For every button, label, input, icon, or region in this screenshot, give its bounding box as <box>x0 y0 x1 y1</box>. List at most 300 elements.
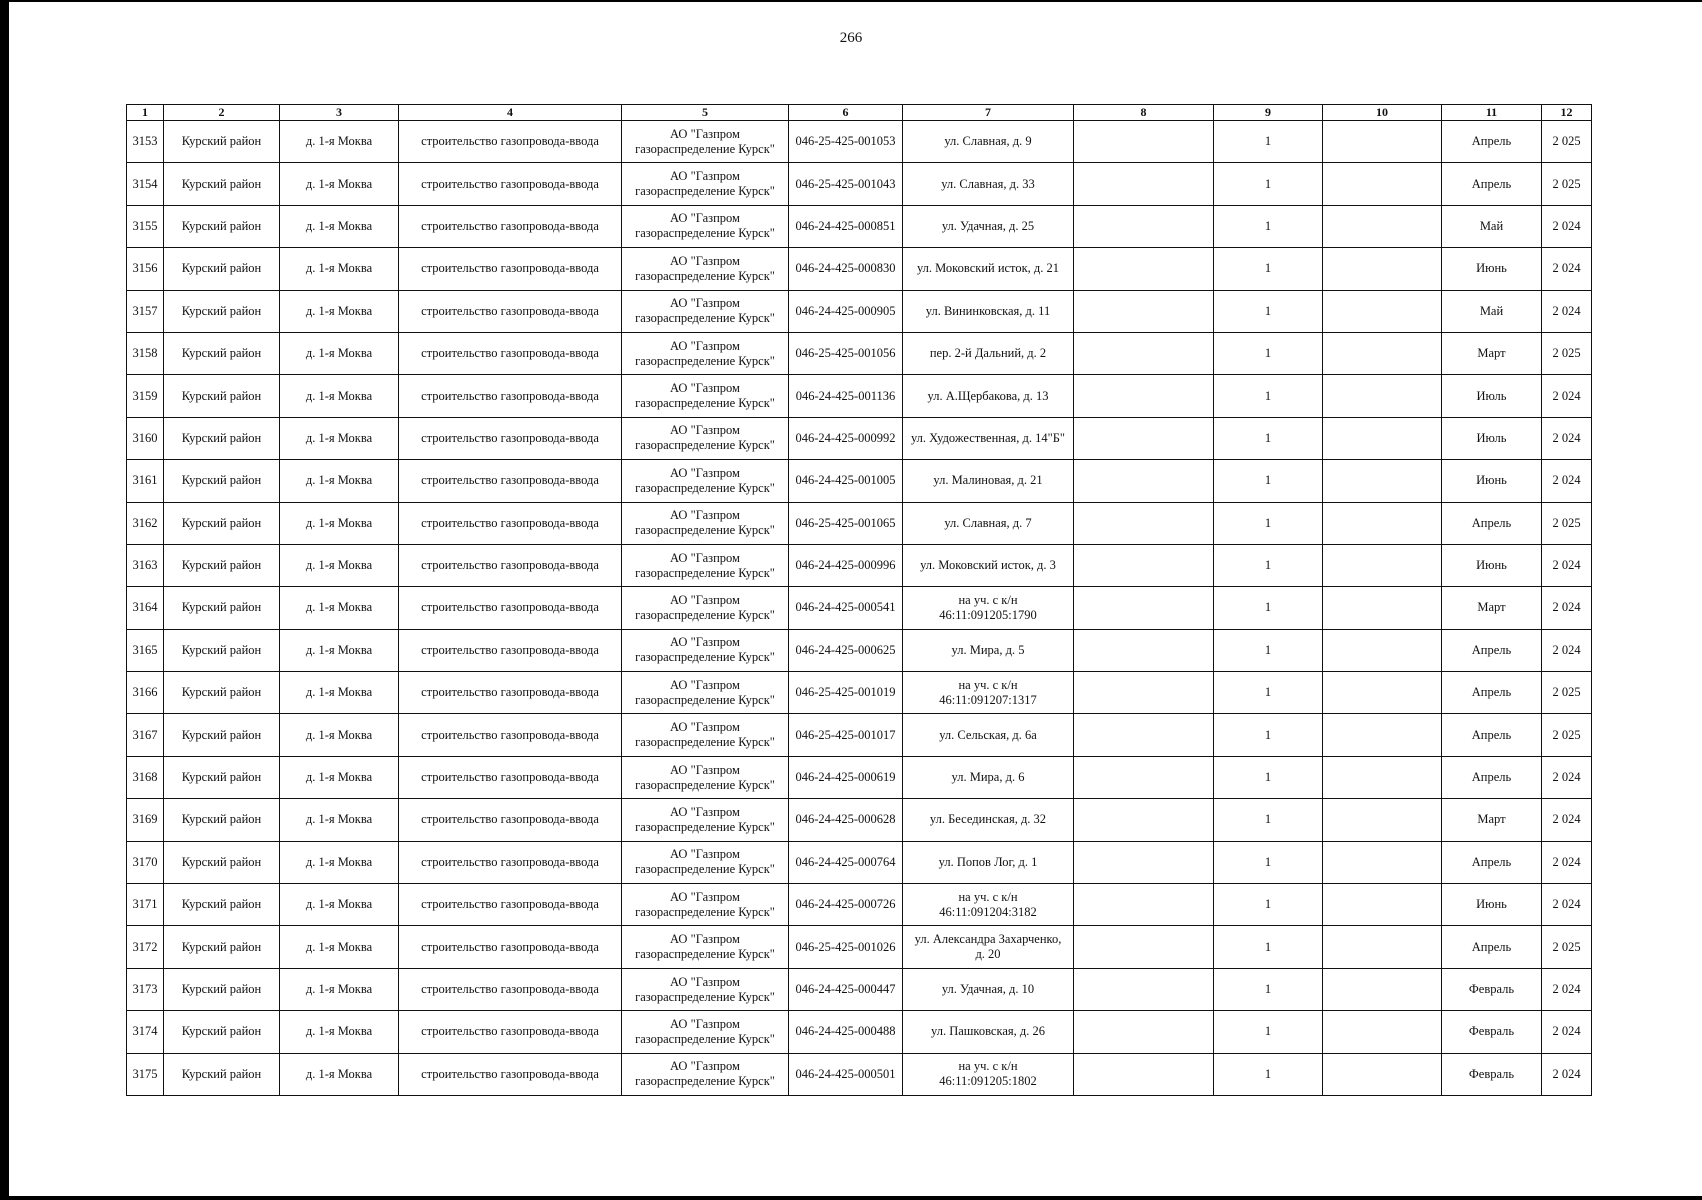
district-cell: Курский район <box>164 968 280 1010</box>
request-code-cell: 046-25-425-001056 <box>789 332 903 374</box>
table-row <box>127 375 1592 417</box>
work-type-cell: строительство газопровода-ввода <box>399 460 622 502</box>
organization-cell-line-2: газораспределение Курск" <box>635 1074 775 1089</box>
address-cell-line-1: ул. Моковский исток, д. 21 <box>916 261 1060 276</box>
row-number: 3163 <box>127 544 164 586</box>
row-number: 3153 <box>127 121 164 163</box>
organization-cell-line-2: газораспределение Курск" <box>635 353 775 368</box>
organization-cell-line-1: АО "Газпром <box>670 126 740 141</box>
column-8-cell <box>1074 1011 1214 1053</box>
settlement-cell: д. 1-я Моква <box>280 926 399 968</box>
work-type-cell: строительство газопровода-ввода <box>399 417 622 459</box>
count-cell: 1 <box>1214 121 1323 163</box>
count-cell: 1 <box>1214 205 1323 247</box>
district-cell: Курский район <box>164 332 280 374</box>
address-cell <box>903 121 1074 163</box>
district-cell: Курский район <box>164 587 280 629</box>
table-row <box>127 163 1592 205</box>
work-type-cell: строительство газопровода-ввода <box>399 629 622 671</box>
header-row <box>127 105 1592 121</box>
organization-cell-line-2: газораспределение Курск" <box>635 947 775 962</box>
settlement-cell: д. 1-я Моква <box>280 121 399 163</box>
address-cell <box>903 375 1074 417</box>
settlement-cell: д. 1-я Моква <box>280 460 399 502</box>
year-cell: 2 024 <box>1542 248 1592 290</box>
table-row <box>127 756 1592 798</box>
organization-cell-line-2: газораспределение Курск" <box>635 904 775 919</box>
address-cell-line-1: ул. Бесединская, д. 32 <box>929 812 1047 827</box>
count-cell: 1 <box>1214 544 1323 586</box>
count-cell: 1 <box>1214 756 1323 798</box>
address-cell-line-1: ул. Моковский исток, д. 3 <box>920 558 1056 573</box>
organization-cell <box>622 841 789 883</box>
table-row <box>127 460 1592 502</box>
request-code-cell: 046-24-425-000488 <box>789 1011 903 1053</box>
organization-cell-line-1: АО "Газпром <box>670 253 740 268</box>
work-type-cell: строительство газопровода-ввода <box>399 121 622 163</box>
request-code-cell: 046-25-425-001053 <box>789 121 903 163</box>
register-table <box>126 104 1592 1096</box>
district-cell: Курский район <box>164 248 280 290</box>
table-row <box>127 926 1592 968</box>
table-row <box>127 799 1592 841</box>
row-number: 3167 <box>127 714 164 756</box>
address-cell <box>903 629 1074 671</box>
count-cell: 1 <box>1214 672 1323 714</box>
month-cell: Май <box>1442 290 1542 332</box>
request-code-cell: 046-24-425-000619 <box>789 756 903 798</box>
year-cell: 2 024 <box>1542 290 1592 332</box>
district-cell: Курский район <box>164 417 280 459</box>
count-cell: 1 <box>1214 926 1323 968</box>
row-number: 3159 <box>127 375 164 417</box>
settlement-cell: д. 1-я Моква <box>280 1011 399 1053</box>
organization-cell <box>622 799 789 841</box>
organization-cell <box>622 248 789 290</box>
month-cell: Июнь <box>1442 884 1542 926</box>
settlement-cell: д. 1-я Моква <box>280 375 399 417</box>
request-code-cell: 046-24-425-000851 <box>789 205 903 247</box>
organization-cell <box>622 163 789 205</box>
district-cell: Курский район <box>164 375 280 417</box>
address-cell-line-1: ул. Художественная, д. 14"Б" <box>910 430 1066 445</box>
organization-cell-line-2: газораспределение Курск" <box>635 396 775 411</box>
address-cell <box>903 841 1074 883</box>
settlement-cell: д. 1-я Моква <box>280 1053 399 1095</box>
column-10-cell <box>1323 799 1442 841</box>
organization-cell-line-2: газораспределение Курск" <box>635 184 775 199</box>
organization-cell <box>622 417 789 459</box>
row-number: 3173 <box>127 968 164 1010</box>
column-8-cell <box>1074 968 1214 1010</box>
count-cell: 1 <box>1214 248 1323 290</box>
count-cell: 1 <box>1214 714 1323 756</box>
year-cell: 2 024 <box>1542 460 1592 502</box>
settlement-cell: д. 1-я Моква <box>280 163 399 205</box>
year-cell: 2 025 <box>1542 121 1592 163</box>
work-type-cell: строительство газопровода-ввода <box>399 841 622 883</box>
column-header: 4 <box>399 105 622 121</box>
column-header: 9 <box>1214 105 1323 121</box>
column-10-cell <box>1323 968 1442 1010</box>
year-cell: 2 025 <box>1542 672 1592 714</box>
row-number: 3164 <box>127 587 164 629</box>
row-number: 3172 <box>127 926 164 968</box>
year-cell: 2 024 <box>1542 587 1592 629</box>
request-code-cell: 046-24-425-000905 <box>789 290 903 332</box>
column-10-cell <box>1323 248 1442 290</box>
column-10-cell <box>1323 629 1442 671</box>
table-row <box>127 714 1592 756</box>
work-type-cell: строительство газопровода-ввода <box>399 714 622 756</box>
organization-cell <box>622 460 789 502</box>
address-cell-line-2: 46:11:091205:1802 <box>939 1074 1037 1089</box>
row-number: 3157 <box>127 290 164 332</box>
request-code-cell: 046-24-425-000764 <box>789 841 903 883</box>
address-cell <box>903 460 1074 502</box>
page-number: 266 <box>839 30 863 46</box>
table-row <box>127 121 1592 163</box>
work-type-cell: строительство газопровода-ввода <box>399 375 622 417</box>
request-code-cell: 046-24-425-000541 <box>789 587 903 629</box>
scan-edge-bottom <box>9 1196 1702 1200</box>
column-8-cell <box>1074 163 1214 205</box>
work-type-cell: строительство газопровода-ввода <box>399 799 622 841</box>
settlement-cell: д. 1-я Моква <box>280 799 399 841</box>
request-code-cell: 046-25-425-001043 <box>789 163 903 205</box>
column-8-cell <box>1074 502 1214 544</box>
column-header: 6 <box>789 105 903 121</box>
column-10-cell <box>1323 714 1442 756</box>
address-cell <box>903 544 1074 586</box>
row-number: 3169 <box>127 799 164 841</box>
count-cell: 1 <box>1214 799 1323 841</box>
address-cell-line-1: ул. Попов Лог, д. 1 <box>938 854 1038 869</box>
month-cell: Март <box>1442 332 1542 374</box>
organization-cell-line-2: газораспределение Курск" <box>635 480 775 495</box>
organization-cell-line-1: АО "Газпром <box>670 1059 740 1074</box>
address-cell-line-1: ул. Удачная, д. 10 <box>941 982 1035 996</box>
address-cell-line-1: ул. Удачная, д. 25 <box>941 218 1035 233</box>
row-number: 3154 <box>127 163 164 205</box>
organization-cell-line-2: газораспределение Курск" <box>635 989 775 1004</box>
table-row <box>127 587 1592 629</box>
address-cell <box>903 1011 1074 1053</box>
district-cell: Курский район <box>164 205 280 247</box>
organization-cell-line-1: АО "Газпром <box>670 635 740 650</box>
organization-cell-line-2: газораспределение Курск" <box>635 735 775 750</box>
column-8-cell <box>1074 672 1214 714</box>
year-cell: 2 024 <box>1542 205 1592 247</box>
count-cell: 1 <box>1214 884 1323 926</box>
row-number: 3158 <box>127 332 164 374</box>
table-row <box>127 544 1592 586</box>
year-cell: 2 025 <box>1542 163 1592 205</box>
table-row <box>127 1011 1592 1053</box>
work-type-cell: строительство газопровода-ввода <box>399 205 622 247</box>
count-cell: 1 <box>1214 1011 1323 1053</box>
table-row <box>127 629 1592 671</box>
request-code-cell: 046-24-425-000830 <box>789 248 903 290</box>
column-8-cell <box>1074 799 1214 841</box>
request-code-cell: 046-24-425-000992 <box>789 417 903 459</box>
year-cell: 2 025 <box>1542 502 1592 544</box>
column-10-cell <box>1323 926 1442 968</box>
organization-cell-line-1: АО "Газпром <box>670 1016 740 1031</box>
column-8-cell <box>1074 332 1214 374</box>
month-cell: Апрель <box>1442 672 1542 714</box>
settlement-cell: д. 1-я Моква <box>280 629 399 671</box>
month-cell: Июнь <box>1442 544 1542 586</box>
address-cell-line-1: ул. А.Щербакова, д. 13 <box>927 388 1049 403</box>
column-10-cell <box>1323 841 1442 883</box>
district-cell: Курский район <box>164 672 280 714</box>
address-cell <box>903 417 1074 459</box>
address-cell-line-1: ул. Вининковская, д. 11 <box>925 303 1051 318</box>
table-row <box>127 205 1592 247</box>
request-code-cell: 046-24-425-000625 <box>789 629 903 671</box>
organization-cell <box>622 290 789 332</box>
month-cell: Июнь <box>1442 460 1542 502</box>
settlement-cell: д. 1-я Моква <box>280 502 399 544</box>
settlement-cell: д. 1-я Моква <box>280 714 399 756</box>
column-8-cell <box>1074 417 1214 459</box>
row-number: 3155 <box>127 205 164 247</box>
address-cell <box>903 332 1074 374</box>
address-cell-line-1: ул. Малиновая, д. 21 <box>933 473 1043 488</box>
month-cell: Июнь <box>1442 248 1542 290</box>
column-8-cell <box>1074 1053 1214 1095</box>
column-header: 1 <box>127 105 164 121</box>
table-body <box>127 121 1592 1096</box>
row-number: 3168 <box>127 756 164 798</box>
organization-cell <box>622 968 789 1010</box>
address-cell <box>903 1053 1074 1095</box>
settlement-cell: д. 1-я Моква <box>280 417 399 459</box>
request-code-cell: 046-25-425-001019 <box>789 672 903 714</box>
column-8-cell <box>1074 290 1214 332</box>
work-type-cell: строительство газопровода-ввода <box>399 290 622 332</box>
table-row <box>127 248 1592 290</box>
organization-cell <box>622 121 789 163</box>
row-number: 3175 <box>127 1053 164 1095</box>
district-cell: Курский район <box>164 884 280 926</box>
row-number: 3171 <box>127 884 164 926</box>
month-cell: Апрель <box>1442 163 1542 205</box>
column-header: 2 <box>164 105 280 121</box>
work-type-cell: строительство газопровода-ввода <box>399 587 622 629</box>
address-cell-line-1: ул. Пашковская, д. 26 <box>931 1024 1045 1039</box>
settlement-cell: д. 1-я Моква <box>280 290 399 332</box>
address-cell <box>903 884 1074 926</box>
column-10-cell <box>1323 460 1442 502</box>
organization-cell-line-1: АО "Газпром <box>670 296 740 311</box>
work-type-cell: строительство газопровода-ввода <box>399 1053 622 1095</box>
address-cell-line-1: ул. Славная, д. 33 <box>941 176 1035 191</box>
count-cell: 1 <box>1214 290 1323 332</box>
district-cell: Курский район <box>164 1011 280 1053</box>
count-cell: 1 <box>1214 968 1323 1010</box>
month-cell: Июль <box>1442 375 1542 417</box>
month-cell: Март <box>1442 587 1542 629</box>
row-number: 3170 <box>127 841 164 883</box>
table-row <box>127 417 1592 459</box>
organization-cell <box>622 375 789 417</box>
address-cell-line-1: ул. Мира, д. 5 <box>951 642 1025 657</box>
column-8-cell <box>1074 121 1214 163</box>
column-8-cell <box>1074 544 1214 586</box>
column-8-cell <box>1074 884 1214 926</box>
organization-cell <box>622 714 789 756</box>
column-header: 3 <box>280 105 399 121</box>
request-code-cell: 046-24-425-000726 <box>789 884 903 926</box>
year-cell: 2 024 <box>1542 799 1592 841</box>
address-cell-line-2: д. 20 <box>975 947 1001 962</box>
row-number: 3174 <box>127 1011 164 1053</box>
count-cell: 1 <box>1214 460 1323 502</box>
column-10-cell <box>1323 756 1442 798</box>
column-10-cell <box>1323 672 1442 714</box>
organization-cell-line-2: газораспределение Курск" <box>635 226 775 241</box>
organization-cell <box>622 756 789 798</box>
district-cell: Курский район <box>164 460 280 502</box>
address-cell-line-1: на уч. с к/н <box>958 1059 1018 1074</box>
organization-cell-line-2: газораспределение Курск" <box>635 692 775 707</box>
scan-edge-left <box>0 0 9 1200</box>
address-cell-line-1: на уч. с к/н <box>958 677 1018 692</box>
district-cell: Курский район <box>164 163 280 205</box>
organization-cell <box>622 205 789 247</box>
month-cell: Апрель <box>1442 756 1542 798</box>
district-cell: Курский район <box>164 502 280 544</box>
address-cell <box>903 756 1074 798</box>
request-code-cell: 046-24-425-000628 <box>789 799 903 841</box>
month-cell: Февраль <box>1442 1011 1542 1053</box>
request-code-cell: 046-24-425-000501 <box>789 1053 903 1095</box>
address-cell-line-1: на уч. с к/н <box>958 889 1018 904</box>
month-cell: Апрель <box>1442 502 1542 544</box>
column-8-cell <box>1074 587 1214 629</box>
column-8-cell <box>1074 629 1214 671</box>
column-header: 5 <box>622 105 789 121</box>
organization-cell-line-1: АО "Газпром <box>670 847 740 862</box>
column-10-cell <box>1323 375 1442 417</box>
organization-cell-line-2: газораспределение Курск" <box>635 268 775 283</box>
count-cell: 1 <box>1214 375 1323 417</box>
address-cell-line-1: на уч. с к/н <box>958 592 1018 607</box>
organization-cell-line-2: газораспределение Курск" <box>635 819 775 834</box>
organization-cell <box>622 884 789 926</box>
organization-cell-line-1: АО "Газпром <box>670 338 740 353</box>
count-cell: 1 <box>1214 163 1323 205</box>
organization-cell-line-1: АО "Газпром <box>670 465 740 480</box>
request-code-cell: 046-24-425-000447 <box>789 968 903 1010</box>
count-cell: 1 <box>1214 1053 1323 1095</box>
work-type-cell: строительство газопровода-ввода <box>399 163 622 205</box>
organization-cell-line-1: АО "Газпром <box>670 592 740 607</box>
column-10-cell <box>1323 1053 1442 1095</box>
organization-cell <box>622 1053 789 1095</box>
work-type-cell: строительство газопровода-ввода <box>399 926 622 968</box>
year-cell: 2 024 <box>1542 375 1592 417</box>
row-number: 3162 <box>127 502 164 544</box>
district-cell: Курский район <box>164 629 280 671</box>
month-cell: Февраль <box>1442 1053 1542 1095</box>
address-cell-line-1: ул. Сельская, д. 6а <box>939 727 1037 742</box>
organization-cell-line-1: АО "Газпром <box>670 932 740 947</box>
column-header: 8 <box>1074 105 1214 121</box>
year-cell: 2 024 <box>1542 629 1592 671</box>
organization-cell-line-1: АО "Газпром <box>670 720 740 735</box>
district-cell: Курский район <box>164 799 280 841</box>
address-cell <box>903 799 1074 841</box>
settlement-cell: д. 1-я Моква <box>280 587 399 629</box>
address-cell <box>903 968 1074 1010</box>
column-8-cell <box>1074 205 1214 247</box>
year-cell: 2 024 <box>1542 1011 1592 1053</box>
column-10-cell <box>1323 290 1442 332</box>
settlement-cell: д. 1-я Моква <box>280 672 399 714</box>
column-8-cell <box>1074 375 1214 417</box>
address-cell <box>903 163 1074 205</box>
month-cell: Апрель <box>1442 629 1542 671</box>
column-10-cell <box>1323 121 1442 163</box>
organization-cell-line-2: газораспределение Курск" <box>635 523 775 538</box>
work-type-cell: строительство газопровода-ввода <box>399 884 622 926</box>
district-cell: Курский район <box>164 121 280 163</box>
table-row <box>127 502 1592 544</box>
address-cell <box>903 587 1074 629</box>
organization-cell-line-2: газораспределение Курск" <box>635 650 775 665</box>
organization-cell-line-1: АО "Газпром <box>670 762 740 777</box>
column-10-cell <box>1323 163 1442 205</box>
month-cell: Май <box>1442 205 1542 247</box>
year-cell: 2 024 <box>1542 544 1592 586</box>
work-type-cell: строительство газопровода-ввода <box>399 544 622 586</box>
address-cell <box>903 672 1074 714</box>
table-row <box>127 332 1592 374</box>
month-cell: Февраль <box>1442 968 1542 1010</box>
table-row <box>127 841 1592 883</box>
work-type-cell: строительство газопровода-ввода <box>399 672 622 714</box>
column-10-cell <box>1323 502 1442 544</box>
district-cell: Курский район <box>164 1053 280 1095</box>
column-8-cell <box>1074 756 1214 798</box>
district-cell: Курский район <box>164 544 280 586</box>
address-cell-line-1: пер. 2-й Дальний, д. 2 <box>929 346 1047 361</box>
count-cell: 1 <box>1214 417 1323 459</box>
column-8-cell <box>1074 460 1214 502</box>
address-cell-line-2: 46:11:091204:3182 <box>939 904 1037 919</box>
work-type-cell: строительство газопровода-ввода <box>399 502 622 544</box>
column-10-cell <box>1323 417 1442 459</box>
organization-cell-line-1: АО "Газпром <box>670 889 740 904</box>
address-cell-line-1: ул. Мира, д. 6 <box>951 770 1025 785</box>
organization-cell <box>622 926 789 968</box>
month-cell: Апрель <box>1442 926 1542 968</box>
column-header: 10 <box>1323 105 1442 121</box>
settlement-cell: д. 1-я Моква <box>280 544 399 586</box>
year-cell: 2 024 <box>1542 1053 1592 1095</box>
organization-cell-line-2: газораспределение Курск" <box>635 141 775 156</box>
column-header: 12 <box>1542 105 1592 121</box>
request-code-cell: 046-25-425-001026 <box>789 926 903 968</box>
count-cell: 1 <box>1214 502 1323 544</box>
year-cell: 2 024 <box>1542 841 1592 883</box>
organization-cell <box>622 629 789 671</box>
organization-cell-line-1: АО "Газпром <box>670 381 740 396</box>
request-code-cell: 046-24-425-001005 <box>789 460 903 502</box>
